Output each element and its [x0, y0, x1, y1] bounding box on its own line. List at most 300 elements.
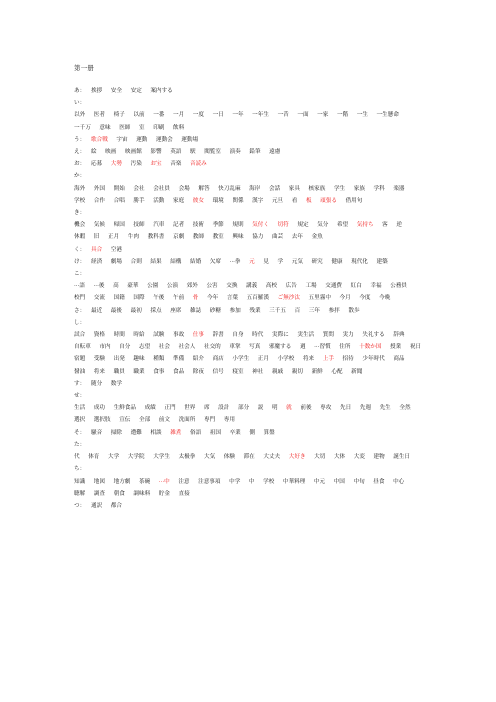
- vocab-word: 採点: [150, 307, 162, 314]
- vocab-word: 設計: [218, 405, 230, 412]
- vocab-word: 影響: [150, 149, 162, 156]
- vocab-word: 相談: [150, 429, 162, 436]
- vocab-word: 逆: [396, 222, 402, 229]
- vocab-word: 一年生: [252, 112, 269, 119]
- vocab-word: 信号: [212, 368, 224, 375]
- kana-heading: お：: [74, 161, 86, 168]
- vocab-word: 事故: [172, 332, 185, 339]
- vocab-word: 医師: [119, 124, 131, 131]
- vocab-word: 注意事項: [198, 478, 221, 485]
- vocab-word: 自転車: [74, 344, 91, 351]
- vocab-word: 交通費: [325, 283, 343, 290]
- vocab-word: 社会: [158, 344, 170, 351]
- vocab-word: 技術: [192, 222, 204, 229]
- vocab-word: 公演: [166, 283, 179, 290]
- vocab-entry-row: [74, 500, 430, 512]
- vocab-word: 種類: [153, 356, 165, 363]
- vocab-word: 出発: [113, 356, 125, 363]
- vocab-word: 受験: [93, 356, 105, 363]
- vocab-word-highlighted: 雑煮: [170, 429, 182, 436]
- vocab-word: 気分: [317, 222, 329, 229]
- vocab-word: 家具: [288, 185, 300, 192]
- kana-heading: か：: [74, 173, 86, 180]
- vocab-word: 挨拶: [91, 88, 103, 94]
- vocab-word: 部分: [237, 405, 250, 412]
- vocab-word: 一生懸命: [376, 112, 399, 119]
- vocabulary-document: [74, 64, 430, 512]
- kana-heading: ち：: [74, 466, 86, 473]
- vocab-word: 幸福: [370, 283, 382, 290]
- vocab-word: 牛肉: [127, 234, 139, 241]
- vocab-word: 誕生日: [393, 454, 411, 461]
- vocab-entry-row: [74, 158, 430, 170]
- vocab-word: 外国: [93, 185, 105, 192]
- vocab-word: 写真: [249, 344, 261, 351]
- vocab-word: 紅白: [350, 283, 362, 290]
- vocab-entry-row: [74, 146, 430, 158]
- vocab-word: ···拳: [229, 258, 241, 265]
- vocab-word: 実際に: [271, 332, 289, 339]
- vocab-word: 職業: [133, 368, 145, 375]
- vocab-word: 大気: [203, 454, 216, 461]
- vocab-word: 調味料: [133, 490, 151, 497]
- vocab-word: 商店: [212, 356, 224, 363]
- kana-heading: う：: [74, 136, 86, 143]
- vocab-word: 客: [382, 222, 388, 229]
- vocab-word: 公害: [206, 283, 218, 290]
- vocab-word: 規則: [232, 222, 244, 229]
- vocab-word-highlighted: 気持ち: [356, 222, 374, 229]
- kana-heading: く：: [74, 246, 86, 253]
- vocab-word: 教室: [212, 234, 224, 241]
- vocab-word: 以外: [74, 112, 86, 119]
- document-title: 第一册: [74, 64, 95, 72]
- vocab-word: 五里霧中: [308, 295, 331, 302]
- vocab-word: 現代化: [351, 258, 368, 265]
- vocab-word: 海外: [74, 185, 86, 192]
- vocab-entry-row: [74, 463, 430, 500]
- vocab-word: 合則: [130, 258, 142, 265]
- vocab-word: 交換: [226, 283, 238, 290]
- vocab-word-highlighted: ご無沙汰: [277, 295, 300, 302]
- vocab-word: 会社: [133, 185, 145, 192]
- vocab-word: 金魚: [311, 234, 323, 241]
- vocab-word: 心配: [331, 368, 343, 375]
- vocab-word-highlighted: 大好き: [288, 454, 306, 461]
- vocab-entry-row: [74, 268, 430, 305]
- vocab-word: 汚染: [130, 161, 142, 168]
- vocab-word: 運動: [136, 136, 148, 143]
- vocab-word: 体育: [88, 454, 100, 461]
- vocab-word: 音楽: [170, 161, 182, 168]
- word-group: [91, 427, 430, 439]
- word-group: [74, 451, 430, 463]
- vocab-word: 元旦: [271, 197, 284, 204]
- vocab-word: 調査: [93, 490, 105, 497]
- vocab-word: 快刀乱麻: [218, 185, 241, 192]
- vocab-word: 正月: [108, 234, 120, 241]
- vocab-word: 車掌: [229, 344, 241, 351]
- vocab-word: 映画館: [125, 149, 142, 156]
- vocab-word: 最後: [110, 307, 122, 314]
- vocab-word: 合唱: [113, 197, 125, 204]
- vocab-word: 小学校: [277, 356, 295, 363]
- vocab-word: 小学生: [232, 356, 250, 363]
- vocab-word: 今晩: [379, 295, 391, 302]
- vocab-word: 三千五: [269, 307, 286, 314]
- kana-heading: す：: [74, 380, 86, 387]
- vocab-word: 大学: [108, 454, 120, 461]
- vocab-word: 椅子: [113, 112, 125, 119]
- vocab-word: 一千万: [74, 124, 91, 131]
- vocab-word: 祝日: [409, 344, 422, 351]
- vocab-word: 一階: [336, 112, 349, 119]
- vocab-word: 午後: [153, 295, 165, 302]
- vocab-word: 以前: [133, 112, 145, 119]
- vocab-word: 辞書: [212, 332, 224, 339]
- vocab-word: 正門: [164, 405, 176, 412]
- vocab-word: 将来: [93, 368, 105, 375]
- vocab-word: 時給: [133, 332, 145, 339]
- vocab-word: 借用句: [345, 197, 363, 204]
- kana-heading: き：: [74, 210, 86, 217]
- vocab-word: 中華料理: [282, 478, 306, 485]
- vocab-entry-row: [74, 256, 430, 268]
- vocab-word: 劇場: [110, 258, 122, 265]
- vocab-word: 一生: [356, 112, 368, 119]
- vocab-word: 去年: [291, 234, 303, 241]
- vocab-word-highlighted: 板: [305, 197, 312, 204]
- vocab-word: 記者: [172, 222, 185, 229]
- vocab-word: 教師: [192, 234, 204, 241]
- kana-heading: そ：: [74, 429, 86, 436]
- word-group: [74, 402, 430, 426]
- vocab-word: 参拝: [328, 307, 340, 314]
- kana-heading: た：: [74, 441, 86, 448]
- vocab-word: 宇宙: [116, 136, 128, 143]
- vocab-word: 帰国: [113, 222, 125, 229]
- vocab-word: 砂糖: [209, 307, 221, 314]
- vocab-word: 席: [203, 405, 210, 412]
- vocab-word: 公務員: [390, 283, 408, 290]
- vocab-word: 地方劇: [113, 478, 131, 485]
- vocab-word: 希望: [336, 222, 349, 229]
- vocab-word: 実力: [342, 332, 354, 339]
- vocab-word: 試合: [74, 332, 86, 339]
- vocab-word: 旧: [93, 234, 100, 241]
- vocab-word: 市内: [99, 344, 111, 351]
- vocab-word: 豪華: [127, 283, 139, 290]
- vocab-word: 除夜: [192, 368, 204, 375]
- vocab-word: 少年時代: [362, 356, 385, 363]
- vocab-word: 季節: [212, 222, 224, 229]
- vocab-word: 先週: [359, 405, 371, 412]
- vocab-word: 参加: [229, 307, 241, 314]
- vocab-word: 時代: [252, 332, 264, 339]
- vocab-word-highlighted: 上手: [322, 356, 334, 363]
- vocab-entry-row: [74, 378, 430, 390]
- vocab-word: 会社員: [153, 185, 170, 192]
- vocab-word: 一年: [232, 112, 244, 119]
- vocab-word: 職員: [113, 368, 125, 375]
- vocab-word: 核家族: [308, 185, 326, 192]
- vocab-word: 高校: [265, 283, 278, 290]
- vocab-word: 大学院: [127, 454, 145, 461]
- vocab-word: 運動会: [155, 136, 173, 143]
- vocab-word: 質問: [322, 332, 334, 339]
- vocab-word: 今度: [359, 295, 371, 302]
- vocab-word: 住所: [339, 344, 351, 351]
- vocab-entry-row: [74, 85, 430, 97]
- vocab-entry-row: [74, 244, 430, 256]
- vocab-word: 中: [248, 478, 255, 485]
- vocab-word: 曲芸: [271, 234, 284, 241]
- vocab-word: 解答: [198, 185, 210, 192]
- vocab-word: 医者: [93, 112, 105, 119]
- word-group: [74, 183, 430, 207]
- vocab-word: 新聞: [351, 368, 363, 375]
- word-group: [91, 244, 430, 256]
- vocab-word: 国際: [133, 295, 145, 302]
- vocab-word: 卒業: [229, 429, 241, 436]
- vocab-word: 親戚: [271, 368, 284, 375]
- vocab-word: 安全: [110, 88, 122, 94]
- vocab-word: 今月: [339, 295, 351, 302]
- vocab-word-highlighted: 元: [249, 258, 255, 265]
- vocab-word: 掃除: [110, 429, 122, 436]
- vocab-entry-row: [74, 439, 430, 463]
- kana-heading: さ：: [74, 307, 86, 314]
- vocab-word: 勝手: [133, 197, 145, 204]
- kana-heading: え：: [74, 149, 86, 156]
- vocab-word: 明: [271, 405, 278, 412]
- vocab-word: 研究: [311, 258, 323, 265]
- vocab-word: 前後: [300, 405, 312, 412]
- vocab-word-highlighted: 骨: [192, 295, 199, 302]
- vocab-word: 商品: [393, 356, 405, 363]
- vocab-word: 百: [294, 307, 301, 314]
- vocab-word: 教科書: [147, 234, 165, 241]
- vocab-word: 学科: [373, 185, 385, 192]
- vocab-word: 学校: [263, 478, 275, 485]
- word-group: [91, 146, 430, 158]
- vocabulary-list: [74, 85, 430, 512]
- vocab-word: 招待: [342, 356, 354, 363]
- vocab-word: 応募: [91, 161, 103, 168]
- vocab-word-highlighted: お宝: [150, 161, 162, 168]
- kana-heading: こ：: [74, 271, 86, 278]
- vocab-word: 国籍: [113, 295, 125, 302]
- vocab-entry-row: [74, 134, 430, 146]
- vocab-word: 会場: [178, 185, 190, 192]
- vocab-word: 学生: [333, 185, 346, 192]
- vocab-word: 中旬: [353, 478, 365, 485]
- vocab-word-highlighted: 就: [286, 405, 292, 412]
- vocab-word: 五百羅漢: [246, 295, 269, 302]
- word-group: [74, 476, 430, 500]
- vocab-entry-row: [74, 317, 430, 378]
- vocab-word: 楽器: [393, 185, 405, 192]
- vocab-word: 社交的: [203, 344, 221, 351]
- vocab-word: 三年: [308, 307, 320, 314]
- vocab-word: 大丈夫: [263, 454, 281, 461]
- vocab-word: 看: [291, 197, 298, 204]
- vocab-word: 関係: [232, 197, 244, 204]
- vocab-word-highlighted: 頑張る: [320, 197, 337, 204]
- vocab-word: 全然: [399, 405, 411, 412]
- vocab-word: 京劇: [172, 234, 185, 241]
- vocab-word: 演奏: [229, 149, 241, 156]
- vocab-word: 空港: [110, 246, 122, 253]
- vocab-word: 環境: [212, 197, 224, 204]
- vocab-word: 残業: [249, 307, 261, 314]
- vocab-word: 室: [138, 124, 145, 131]
- vocab-word: 学: [277, 258, 284, 265]
- word-group: [91, 158, 430, 170]
- word-group: [91, 256, 430, 268]
- word-group: [91, 85, 430, 97]
- vocab-word: 言葉: [226, 295, 238, 302]
- vocab-word: 中心: [393, 478, 405, 485]
- vocab-word: 欠席: [209, 258, 221, 265]
- vocab-word: 朝食: [113, 490, 125, 497]
- vocab-word: 食事: [153, 368, 165, 375]
- vocab-word: 専攻: [320, 405, 332, 412]
- vocab-word: 説: [257, 405, 264, 412]
- vocab-word: 先生: [379, 405, 391, 412]
- vocab-word: 全部: [138, 417, 151, 424]
- vocab-word: 建物: [373, 454, 385, 461]
- vocab-word: 午前: [172, 295, 185, 302]
- vocab-word: 洗面所: [178, 417, 196, 424]
- vocab-word: 大学生: [153, 454, 170, 461]
- vocab-word: 一月: [172, 112, 185, 119]
- vocab-word: 一番: [153, 112, 165, 119]
- vocab-entry-row: [74, 390, 430, 427]
- vocab-word: 合作: [93, 197, 105, 204]
- vocab-word: 時間: [113, 332, 125, 339]
- kana-heading: せ：: [74, 393, 86, 400]
- vocab-word: ···語: [74, 283, 85, 290]
- vocab-word: 前文: [158, 417, 170, 424]
- vocab-word: 健康: [331, 258, 343, 265]
- vocab-word: ···後: [93, 283, 105, 290]
- vocab-word: 一昔: [277, 112, 289, 119]
- vocab-word: 技師: [133, 222, 145, 229]
- vocab-word: 選択肢: [93, 417, 111, 424]
- vocab-word: 邪魔する: [268, 344, 292, 351]
- vocab-word: 将来: [302, 356, 315, 363]
- vocab-word: 世界: [184, 405, 196, 412]
- vocab-word: 興味: [232, 234, 244, 241]
- vocab-word: 安定: [130, 88, 142, 94]
- vocab-word: 祖国: [209, 429, 221, 436]
- vocab-word: 運動場: [181, 136, 199, 143]
- vocab-word: 神社: [252, 368, 264, 375]
- vocab-word: 結果: [150, 258, 162, 265]
- vocab-word: 印刷: [153, 124, 165, 131]
- vocab-word-highlighted: 彼女: [192, 197, 204, 204]
- vocab-entry-row: [74, 170, 430, 207]
- vocab-word: 茶碗: [138, 478, 151, 485]
- vocab-word: 一家: [317, 112, 329, 119]
- vocab-word: 志望: [138, 344, 151, 351]
- vocab-word: 結構: [170, 258, 182, 265]
- vocab-word: 宣伝: [119, 417, 131, 424]
- kana-heading: い：: [74, 100, 86, 107]
- vocab-word: 鉛筆: [249, 149, 261, 156]
- vocab-word: 俗語: [189, 429, 202, 436]
- vocab-word-highlighted: 具合: [91, 246, 103, 253]
- vocab-word-highlighted: 十数か国: [359, 344, 382, 351]
- word-group: [91, 378, 430, 390]
- vocab-word: 親切: [291, 368, 303, 375]
- vocab-word: 通訳: [91, 502, 103, 509]
- vocab-word: 今年: [206, 295, 219, 302]
- vocab-word: 意味: [99, 124, 111, 131]
- vocab-word: 貯金: [158, 490, 170, 497]
- vocab-word: 絵: [91, 149, 97, 156]
- vocab-word: 正月: [257, 356, 269, 363]
- vocab-word: 一日: [212, 112, 224, 119]
- vocab-word: 大切: [314, 454, 326, 461]
- word-group: [74, 329, 430, 378]
- vocab-word: 授業: [390, 344, 402, 351]
- vocab-word: 公園: [147, 283, 159, 290]
- vocab-word: 実生活: [297, 332, 315, 339]
- vocab-word-highlighted: 仕事: [192, 332, 204, 339]
- vocab-word: 大変: [353, 454, 365, 461]
- vocab-word: 広告: [285, 283, 297, 290]
- vocab-word: 準備: [172, 356, 185, 363]
- vocab-word: 成績: [144, 405, 156, 412]
- vocab-word: 遠慮: [269, 149, 281, 156]
- vocab-word: ···習慣: [314, 344, 331, 351]
- vocab-word: 算盤: [263, 429, 275, 436]
- vocab-word: 結婚: [189, 258, 202, 265]
- vocab-word: 専用: [223, 417, 235, 424]
- vocab-word: 家庭: [172, 197, 185, 204]
- vocab-word: 週: [299, 344, 306, 351]
- vocab-word: 知識: [74, 478, 86, 485]
- vocab-word: 駅: [189, 149, 196, 156]
- word-group: [74, 109, 430, 133]
- vocab-word: 成功: [93, 405, 105, 412]
- vocab-word: 海岸: [249, 185, 261, 192]
- kana-heading: つ：: [74, 502, 86, 509]
- vocab-word: 紹介: [192, 356, 204, 363]
- vocab-word: 会話: [268, 185, 281, 192]
- vocab-word-highlighted: ···中: [158, 478, 170, 485]
- vocab-word: 経済: [91, 258, 103, 265]
- vocab-word: 体験: [223, 454, 235, 461]
- vocab-word: 建築: [376, 258, 388, 265]
- vocab-word: 試験: [153, 332, 165, 339]
- kana-heading: あ：: [74, 88, 86, 94]
- vocab-word: 最初: [130, 307, 142, 314]
- vocab-word: 閲覧室: [204, 149, 221, 156]
- vocab-word: 注意: [178, 478, 190, 485]
- word-group: [91, 305, 430, 317]
- vocab-word: 趣味: [133, 356, 145, 363]
- vocab-word: 工場: [305, 283, 317, 290]
- vocab-word: 気候: [93, 222, 105, 229]
- vocab-word: 郊外: [186, 283, 198, 290]
- vocab-word: 見: [263, 258, 269, 265]
- vocab-word: 失礼する: [362, 332, 385, 339]
- vocab-word: 生鮮食品: [113, 405, 136, 412]
- vocab-word: 漢字: [252, 197, 264, 204]
